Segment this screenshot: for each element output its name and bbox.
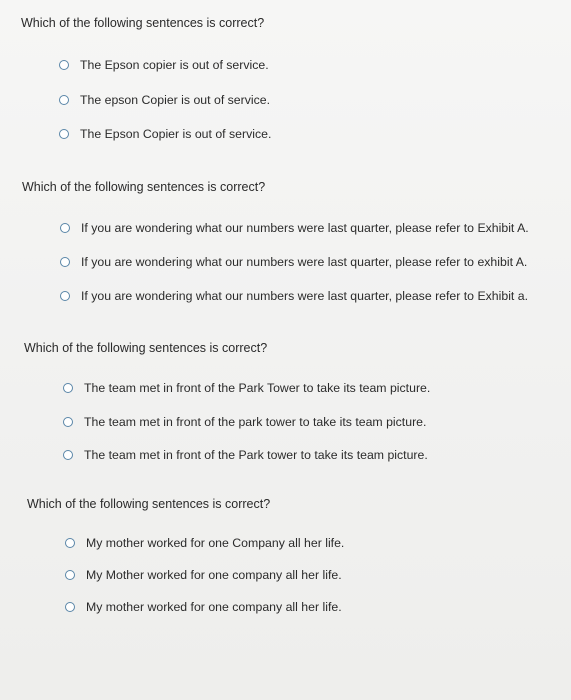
question-3-option-2[interactable] — [63, 413, 426, 431]
option-label: If you are wondering what our numbers were last quarter, please refer to Exhibit a. — [81, 289, 529, 303]
option-label: The team met in front of the Park tower to take its team picture. — [84, 448, 428, 462]
option-label: My mother worked for one Company all her life. — [86, 536, 345, 550]
question-4-prompt: Which of the following sentences is correct? — [27, 497, 271, 511]
option-label: If you are wondering what our numbers were last quarter, please refer to Exhibit A. — [81, 221, 529, 235]
question-2-option-2[interactable] — [60, 253, 527, 271]
question-2-option-1[interactable] — [60, 219, 529, 237]
question-3-prompt: Which of the following sentences is correct? — [24, 341, 268, 355]
option-label: The epson Copier is out of service. — [80, 93, 271, 107]
option-label: The team met in front of the Park Tower to take its team picture. — [84, 381, 431, 395]
option-label: The team met in front of the park tower to take its team picture. — [84, 415, 427, 429]
radio-button-icon[interactable] — [59, 129, 69, 139]
option-label: If you are wondering what our numbers were last quarter, please refer to exhibit A. — [81, 255, 528, 269]
question-4-option-3[interactable] — [65, 598, 342, 616]
radio-button-icon[interactable] — [65, 602, 75, 612]
question-1-option-2[interactable] — [59, 91, 270, 109]
radio-button-icon[interactable] — [63, 450, 73, 460]
question-1-prompt: Which of the following sentences is correct? — [21, 16, 265, 30]
radio-button-icon[interactable] — [63, 417, 73, 427]
radio-button-icon[interactable] — [63, 383, 73, 393]
radio-button-icon[interactable] — [59, 60, 69, 70]
question-1-option-1[interactable] — [59, 56, 269, 74]
question-3-option-1[interactable] — [63, 379, 430, 397]
question-2-prompt: Which of the following sentences is correct? — [22, 180, 266, 194]
question-4-option-1[interactable] — [65, 534, 344, 552]
radio-button-icon[interactable] — [65, 538, 75, 548]
radio-button-icon[interactable] — [65, 570, 75, 580]
radio-button-icon[interactable] — [60, 257, 70, 267]
radio-button-icon[interactable] — [59, 95, 69, 105]
radio-button-icon[interactable] — [60, 223, 70, 233]
option-label: The Epson copier is out of service. — [80, 58, 269, 72]
question-2-option-3[interactable] — [60, 287, 528, 305]
question-1-option-3[interactable] — [59, 125, 271, 143]
radio-button-icon[interactable] — [60, 291, 70, 301]
option-label: My Mother worked for one company all her life. — [86, 568, 342, 582]
option-label: The Epson Copier is out of service. — [80, 127, 272, 141]
option-label: My mother worked for one company all her life. — [86, 600, 342, 614]
question-4-option-2[interactable] — [65, 566, 342, 584]
question-3-option-3[interactable] — [63, 446, 428, 464]
